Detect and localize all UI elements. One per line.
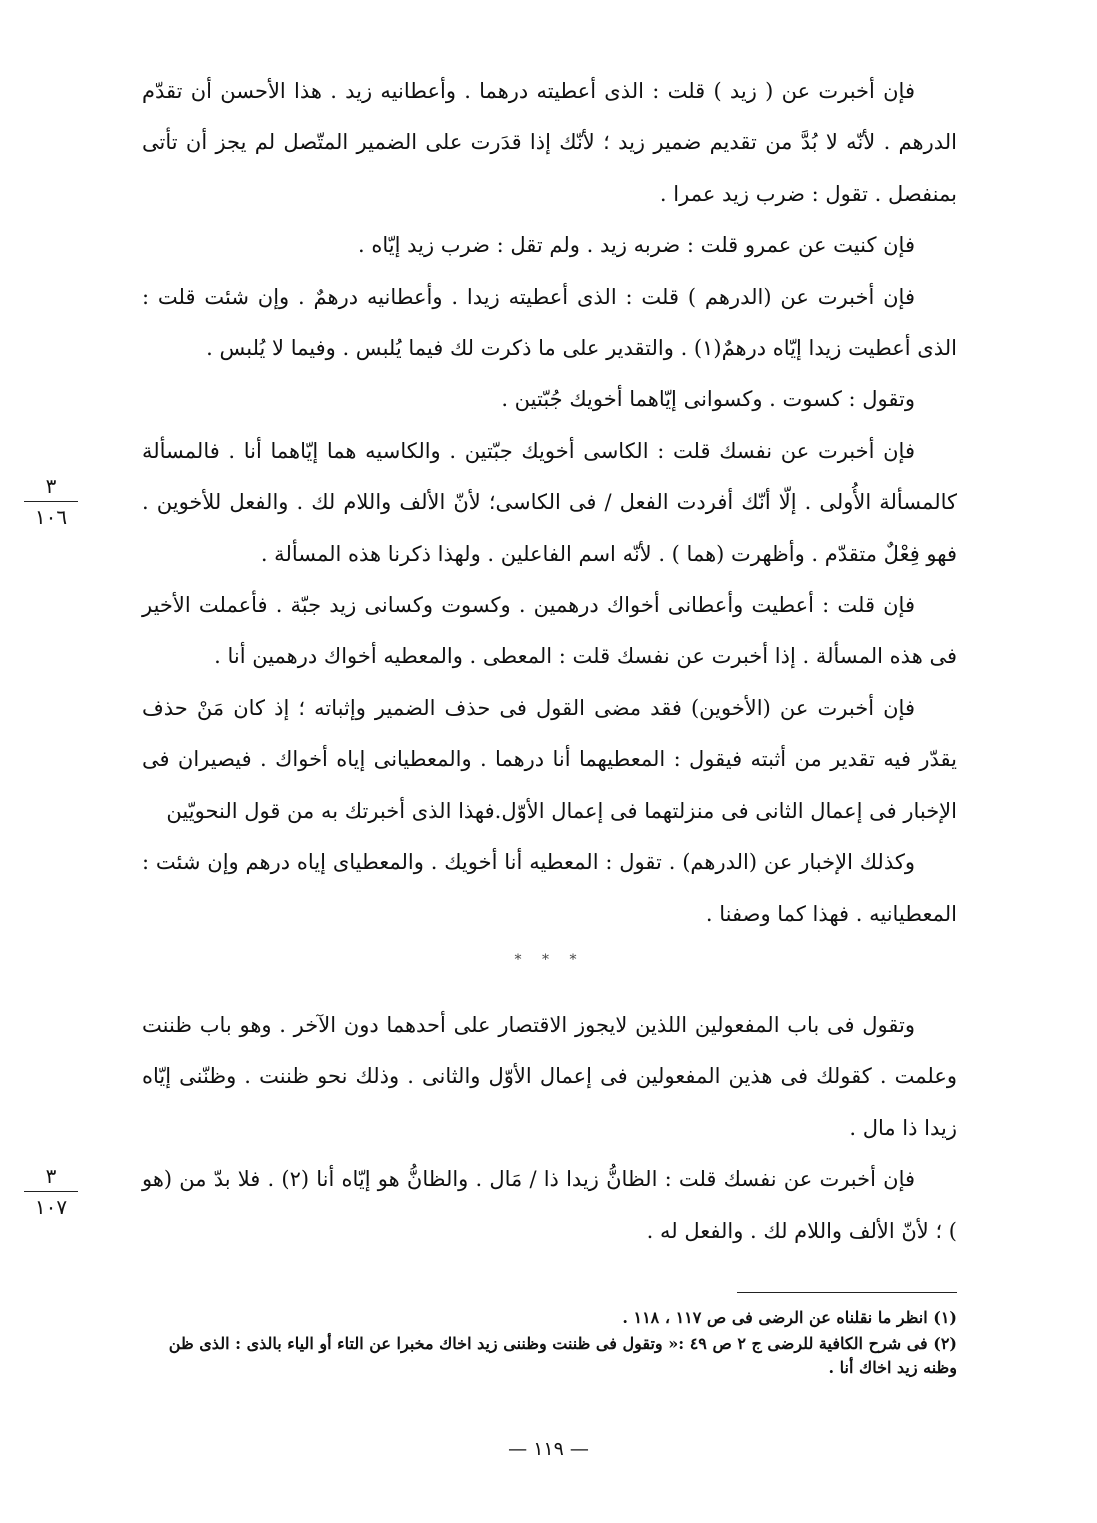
paragraph: فإن كنيت عن عمرو قلت : ضربه زيد . ولم تقل : ضرب زيد إيّاه . xyxy=(357,233,915,258)
footnote-divider xyxy=(737,1292,957,1293)
paragraph: فإن أخبرت عن نفسك قلت : الكاسى أخويك جبّتين . والكاسيه هما إيّاهما أنا . فالمسألة كالمسألة الأُولى . إلّا أنّك أفردت الفعل / فى الكاسى؛ لأنّ الألف واللام لك . والفعل للأخوين . فهو فِعْلٌ متقدّم . وأظهرت (هما ) . لأنّه اسم الفاعلين . ولهذا ذكرنا هذه المسألة . xyxy=(142,438,957,566)
paragraph: وتقول فى باب المفعولين اللذين لايجوز الاقتصار على أحدهما دون الآخر . وهو باب ظننت وعلمت . كقولك فى هذين المفعولين فى إعمال الأوّل والثانى . وذلك نحو ظننت . وظنّنى إيّاه زيدا ذا مال . xyxy=(142,1012,957,1140)
paragraph: فإن أخبرت عن (الأخوين) فقد مضى القول فى حذف الضمير وإثباته ؛ إذ كان مَنْ حذف يقدّر فيه تقدير من أثبته فيقول : المعطيهما أنا درهما . والمعطيانى إياه أخواك . فيصيران فى الإخبار فى إعمال الثانى فى منزلتهما فى إعمال الأوّل.فهذا الذى أخبرتك به من قول النحويّين xyxy=(142,695,957,823)
margin-ref-rule xyxy=(24,501,78,502)
main-text xyxy=(142,66,957,1257)
footnotes xyxy=(142,1306,957,1382)
footnote: (٢) فى شرح الكافية للرضى ج ٢ ص ٤٩ :« وتقول فى ظننت وظننى زيد اخاك مخبرا عن التاء أو الياء بالذى : الذى ظن وظنه زيد اخاك أنا . xyxy=(168,1334,957,1377)
paragraph: فإن قلت : أعطيت وأعطانى أخواك درهمين . وكسوت وكسانى زيد جبّة . فأعملت الأخير فى هذه المسألة . إذا أخبرت عن نفسك قلت : المعطى . والمعطيه أخواك درهمين أنا . xyxy=(142,593,957,669)
paragraph: فإن أخبرت عن (الدرهم ) قلت : الذى أعطيته زيدا . وأعطانيه درهمٌ . وإن شئت قلت : الذى أعطيت زيدا إيّاه درهمٌ(١) . والتقدير على ما ذكرت لك فيما يُلبس . وفيما لا يُلبس . xyxy=(142,284,957,361)
footnote: (١) انظر ما نقلناه عن الرضى فى ص ١١٧ ، ١١٨ . xyxy=(622,1308,957,1327)
paragraph: فإن أخبرت عن ( زيد ) قلت : الذى أعطيته درهما . وأعطانيه زيد . هذا الأحسن أن تقدّم الدرهم . لأنّه لا بُدَّ من تقديم ضمير زيد ؛ لأنّك إذا قدَرت على الضمير المتّصل لم يجز أن تأتى بمنفصل . تقول : ضرب زيد عمرا . xyxy=(142,79,957,206)
margin-ref-rule xyxy=(24,1191,78,1192)
margin-ref-volume: ٣ xyxy=(45,1164,57,1188)
section-separator: * * * xyxy=(514,951,585,968)
margin-ref-volume: ٣ xyxy=(45,474,57,498)
page-number: — ١١٩ — xyxy=(508,1438,589,1460)
margin-page-ref xyxy=(20,474,82,529)
paragraph: وكذلك الإخبار عن (الدرهم) . تقول : المعطيه أنا أخويك . والمعطياى إياه درهم وإن شئت : المعطيانيه . فهذا كما وصفنا . xyxy=(142,850,957,926)
margin-ref-page: ١٠٦ xyxy=(34,505,68,529)
margin-page-ref xyxy=(20,1164,82,1219)
margin-ref-page: ١٠٧ xyxy=(34,1195,68,1219)
paragraph: فإن أخبرت عن نفسك قلت : الظانُّ زيدا ذا / مَال . والظانُّ هو إيّاه أنا (٢) . فلا بدّ من (هو ) ؛ لأنّ الألف واللام لك . والفعل له . xyxy=(142,1167,957,1243)
paragraph: وتقول : كسوت . وكسوانى إيّاهما أخويك جُبّتين . xyxy=(501,387,915,412)
